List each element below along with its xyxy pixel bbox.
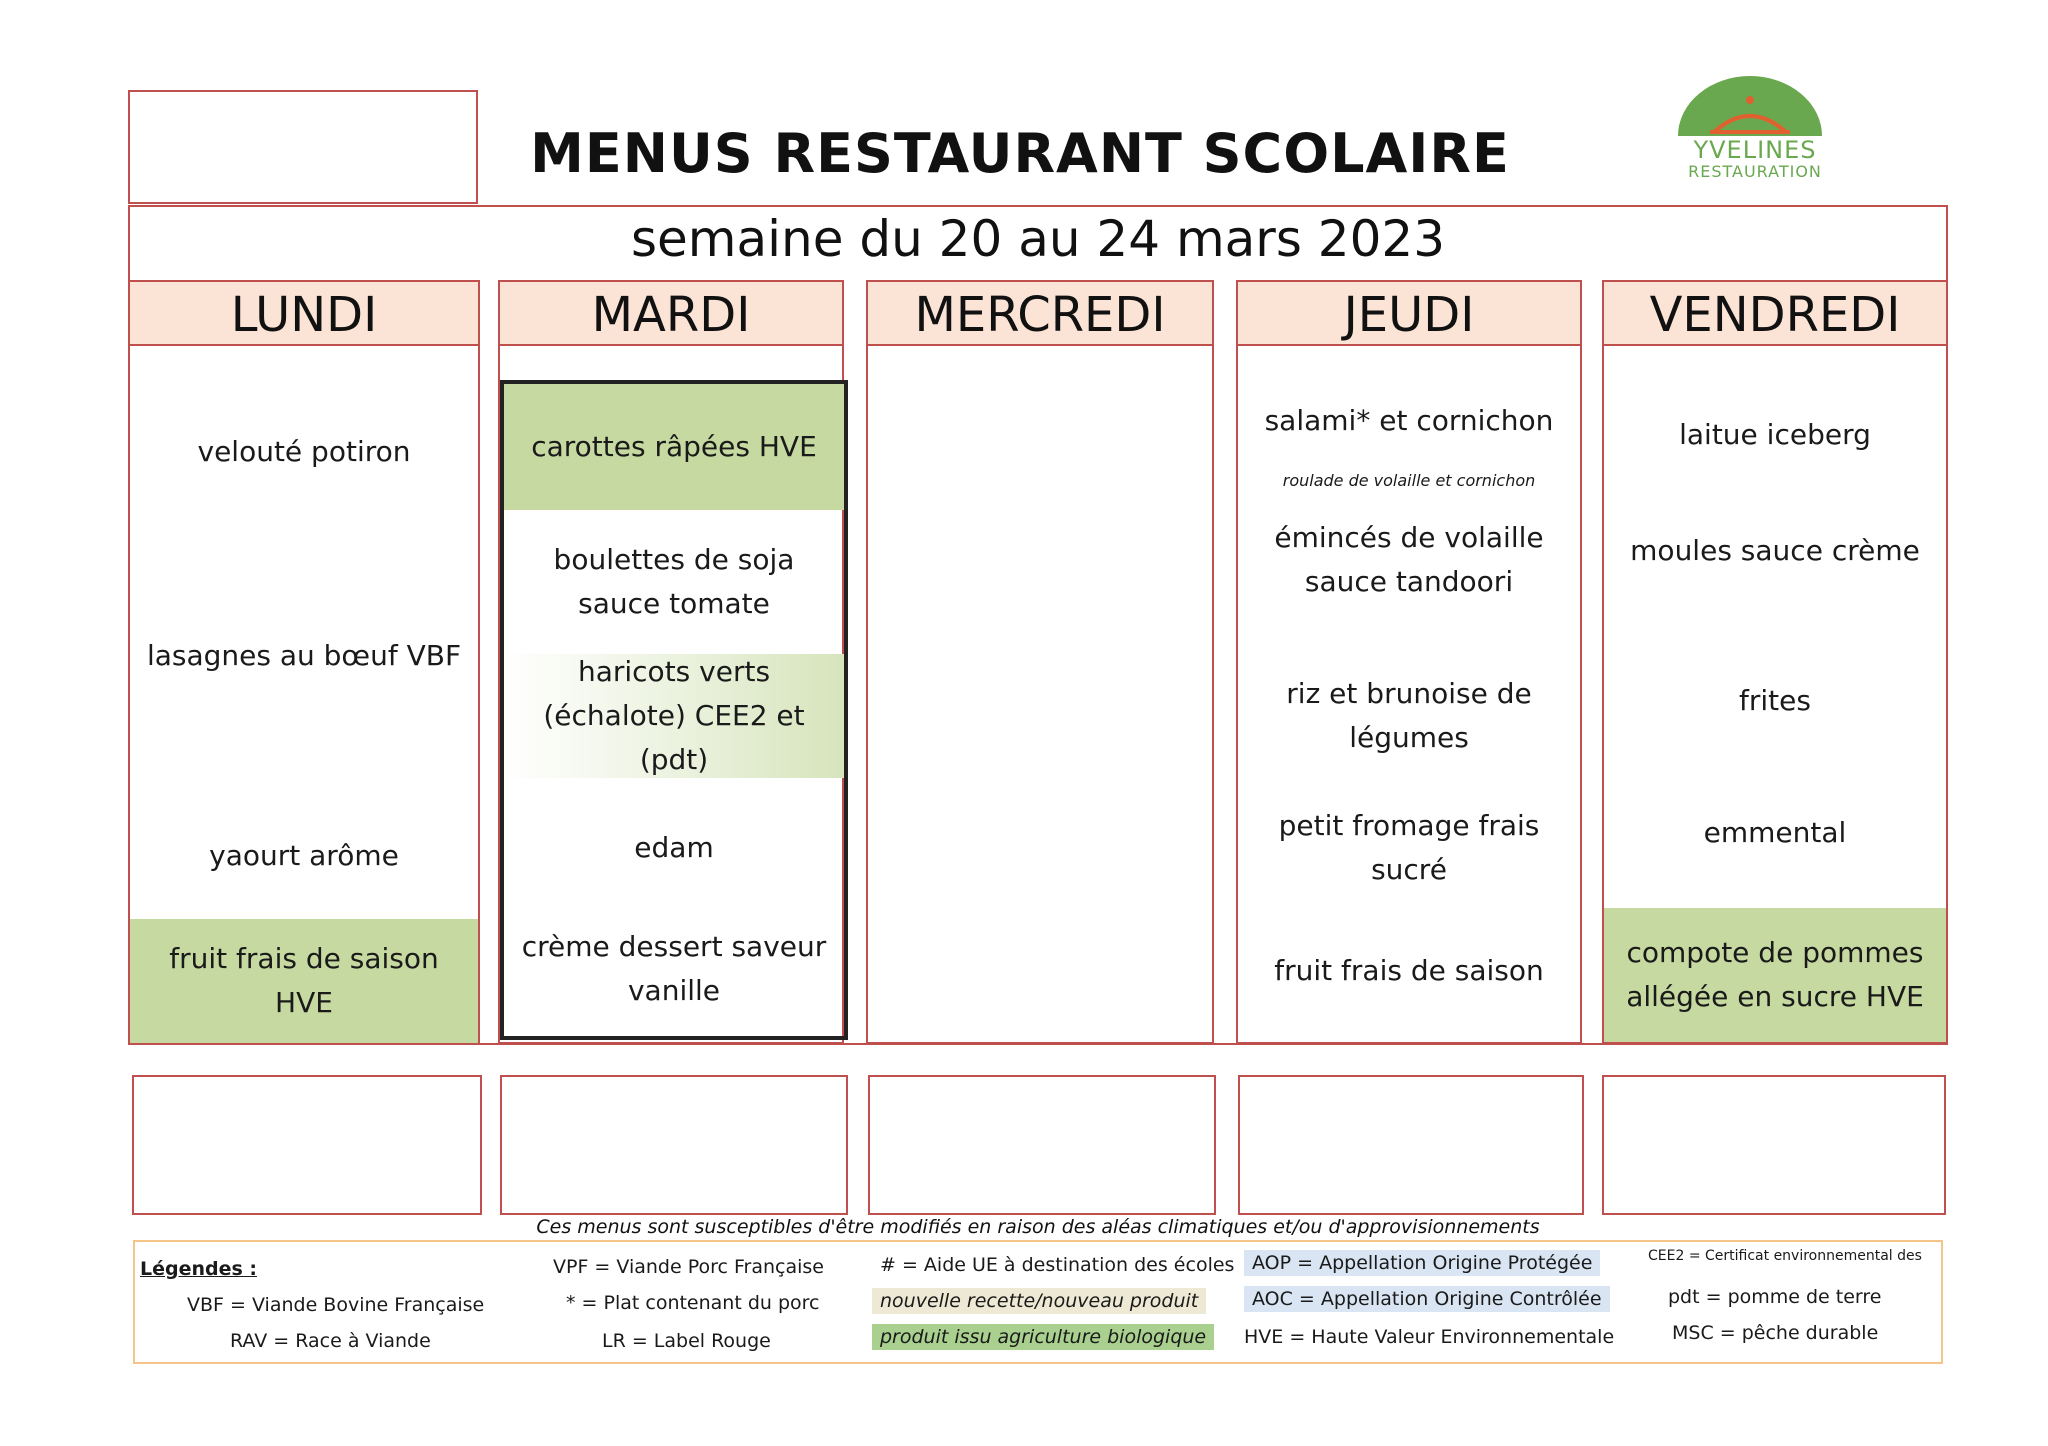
legend-porc: * = Plat contenant du porc (566, 1292, 820, 1314)
menu-item: moules sauce crème (1630, 534, 1920, 567)
menu-item: émincés de volaille sauce tandoori (1274, 521, 1544, 598)
menu-item: emmental (1703, 816, 1847, 849)
legend-ue: # = Aide UE à destination des écoles (880, 1254, 1235, 1276)
menu-item: carottes râpées HVE (504, 384, 844, 510)
legend-aop: AOP = Appellation Origine Protégée (1244, 1250, 1600, 1276)
day-header: JEUDI (1238, 282, 1580, 346)
menu-item: velouté potiron (197, 435, 411, 468)
legend-lr: LR = Label Rouge (602, 1330, 771, 1352)
week-label: semaine du 20 au 24 mars 2023 (630, 210, 1446, 268)
legend-aoc: AOC = Appellation Origine Contrôlée (1244, 1286, 1610, 1312)
logo-name: YVELINES (1693, 136, 1817, 164)
menu-item-note: roulade de volaille et cornichon (1282, 471, 1536, 490)
day-header: LUNDI (130, 282, 478, 346)
day-column-lundi (128, 280, 480, 1044)
bottom-box-mardi (500, 1075, 848, 1215)
bottom-box-lundi (132, 1075, 482, 1215)
mardi-menu-box (500, 380, 848, 1040)
legend-title: Légendes : (140, 1258, 258, 1280)
menu-item: compote de pommes allégée en sucre HVE (1604, 908, 1946, 1042)
menu-item: crème dessert saveur vanille (521, 930, 827, 1007)
bottom-box-mercredi (868, 1075, 1216, 1215)
legend-msc: MSC = pêche durable (1672, 1322, 1879, 1344)
day-column-mercredi (866, 280, 1214, 1044)
legend-cee2: CEE2 = Certificat environnemental des (1648, 1248, 1922, 1264)
legend-nouveau: nouvelle recette/nouveau produit (872, 1288, 1206, 1314)
legend-bio: produit issu agriculture biologique (872, 1324, 1214, 1350)
top-left-blank-box (128, 90, 478, 204)
menu-item: frites (1739, 684, 1811, 717)
menu-item: riz et brunoise de légumes (1286, 677, 1532, 754)
menu-item: yaourt arôme (209, 839, 399, 872)
bottom-box-vendredi (1602, 1075, 1946, 1215)
menu-item: salami* et cornichon (1264, 404, 1554, 437)
day-column-jeudi (1236, 280, 1582, 1044)
day-header: VENDREDI (1604, 282, 1946, 346)
menu-item: lasagnes au bœuf VBF (146, 639, 462, 672)
logo-subtitle: RESTAURATION (1688, 162, 1822, 181)
menu-item: haricots verts (échalote) CEE2 et (pdt) (504, 654, 844, 778)
day-header: MERCREDI (868, 282, 1212, 346)
legend-rav: RAV = Race à Viande (230, 1330, 431, 1352)
legend-vpf: VPF = Viande Porc Française (553, 1256, 825, 1278)
day-column-vendredi (1602, 280, 1948, 1044)
day-header: MARDI (500, 282, 842, 346)
menu-item: fruit frais de saison (1274, 954, 1544, 987)
menu-item: laitue iceberg (1679, 418, 1871, 451)
legend-vbf: VBF = Viande Bovine Française (187, 1294, 485, 1316)
notice-text: Ces menus sont susceptibles d'être modifiés en raison des aléas climatiques et/ou d'approvisionnements (536, 1216, 1540, 1238)
menu-item: petit fromage frais sucré (1278, 809, 1540, 886)
bottom-box-jeudi (1238, 1075, 1584, 1215)
menu-item: boulettes de soja sauce tomate (553, 543, 795, 620)
menu-item: edam (634, 831, 714, 864)
page-title: MENUS RESTAURANT SCOLAIRE (530, 122, 1510, 185)
menu-item: fruit frais de saison HVE (130, 919, 478, 1043)
legend-pdt: pdt = pomme de terre (1668, 1286, 1882, 1308)
legend-hve: HVE = Haute Valeur Environnementale (1244, 1326, 1615, 1348)
